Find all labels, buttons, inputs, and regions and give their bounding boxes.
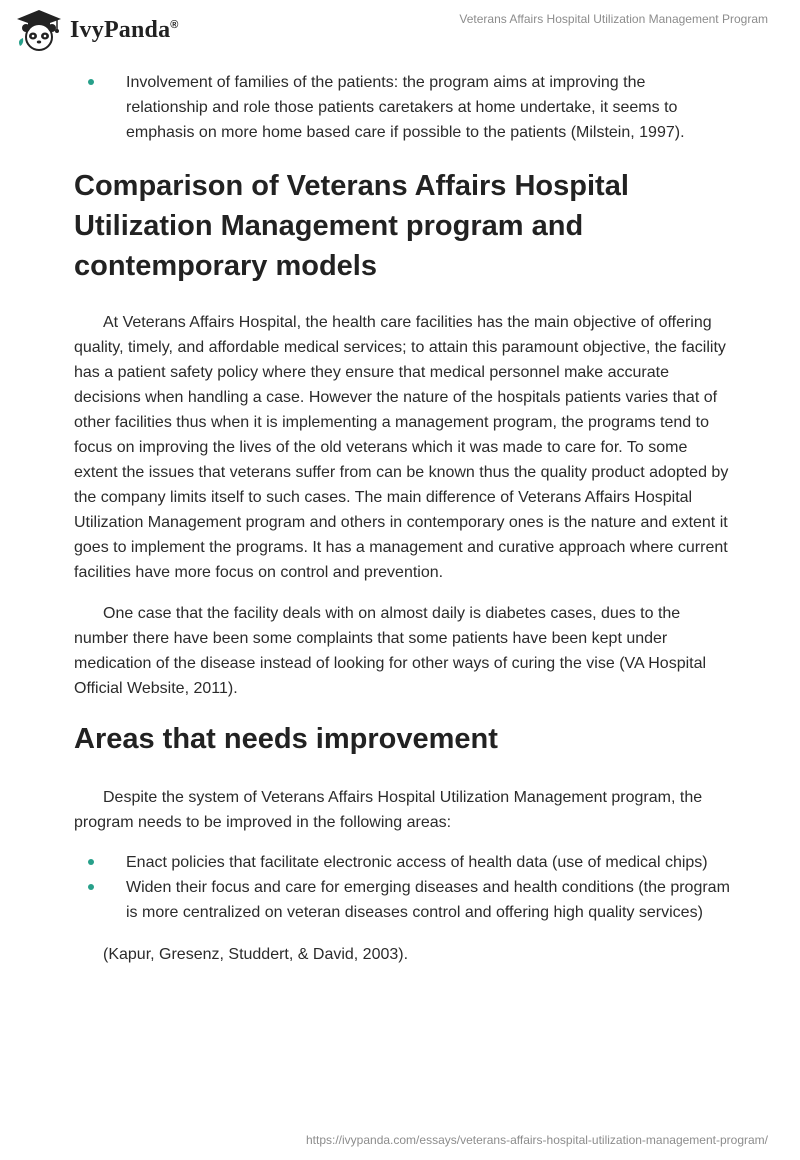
bullet-dot-icon — [88, 884, 94, 890]
panda-graduate-icon — [14, 8, 64, 52]
section-heading-comparison: Comparison of Veterans Affairs Hospital Utilization Management program and contemporary models — [74, 170, 629, 282]
citation: (Kapur, Gresenz, Studdert, & David, 2003). — [103, 946, 409, 963]
improvement-bullet-list — [74, 850, 730, 925]
section-heading-improvement: Areas that needs improvement — [74, 723, 498, 755]
registered-mark: ® — [170, 18, 179, 31]
list-item — [74, 70, 730, 145]
paragraph: Despite the system of Veterans Affairs Hospital Utilization Management program, the program needs to be improved in the following areas: — [74, 789, 703, 831]
list-item — [74, 875, 730, 925]
list-item-text: Enact policies that facilitate electronic access of health data (use of medical chips) — [126, 854, 708, 871]
list-item-text: Widen their focus and care for emerging diseases and health conditions (the program is more centralized on veteran diseases control and offering high quality services) — [126, 879, 730, 921]
footer-url-link[interactable]: https://ivypanda.com/essays/veterans-affairs-hospital-utilization-management-program/ — [306, 1133, 768, 1147]
intro-bullet-list — [74, 70, 730, 145]
paragraph: At Veterans Affairs Hospital, the health care facilities has the main objective of offering quality, timely, and affordable medical services; to attain this paramount objective, the facility has a patient safety policy where they ensure that medical personnel make accurate decisions when handling a case. However the nature of the hospitals patients varies that of other facilities thus when it is implementing a management program, the programs tend to focus on improving the lives of the old veterans which it was made to care for. To some extent the issues that veterans suffer from can be known thus the quality product adopted by the company limits itself to such cases. The main difference of Veterans Affairs Hospital Utilization Management program and others in contemporary ones is the nature and extent it goes to implement the programs. It has a management and curative approach where current facilities have more focus on control and prevention. — [74, 314, 729, 581]
ivypanda-logo[interactable] — [14, 8, 179, 52]
list-item-text: Involvement of families of the patients: the program aims at improving the relationship and role those patients caretakers at home undertake, it seems to emphasis on more home based care if possible to the patients (Milstein, 1997). — [126, 74, 685, 141]
bullet-dot-icon — [88, 859, 94, 865]
list-item — [74, 850, 730, 875]
bullet-dot-icon — [88, 79, 94, 85]
page-header — [0, 0, 800, 60]
essay-content — [74, 70, 730, 967]
brand-name: IvyPanda — [70, 16, 171, 43]
document-title: Veterans Affairs Hospital Utilization Management Program — [459, 12, 768, 26]
paragraph: One case that the facility deals with on almost daily is diabetes cases, dues to the number there have been some complaints that some patients have been kept under medication of the disease instead of looking for other ways of curing the vise (VA Hospital Official Website, 2011). — [74, 605, 707, 697]
